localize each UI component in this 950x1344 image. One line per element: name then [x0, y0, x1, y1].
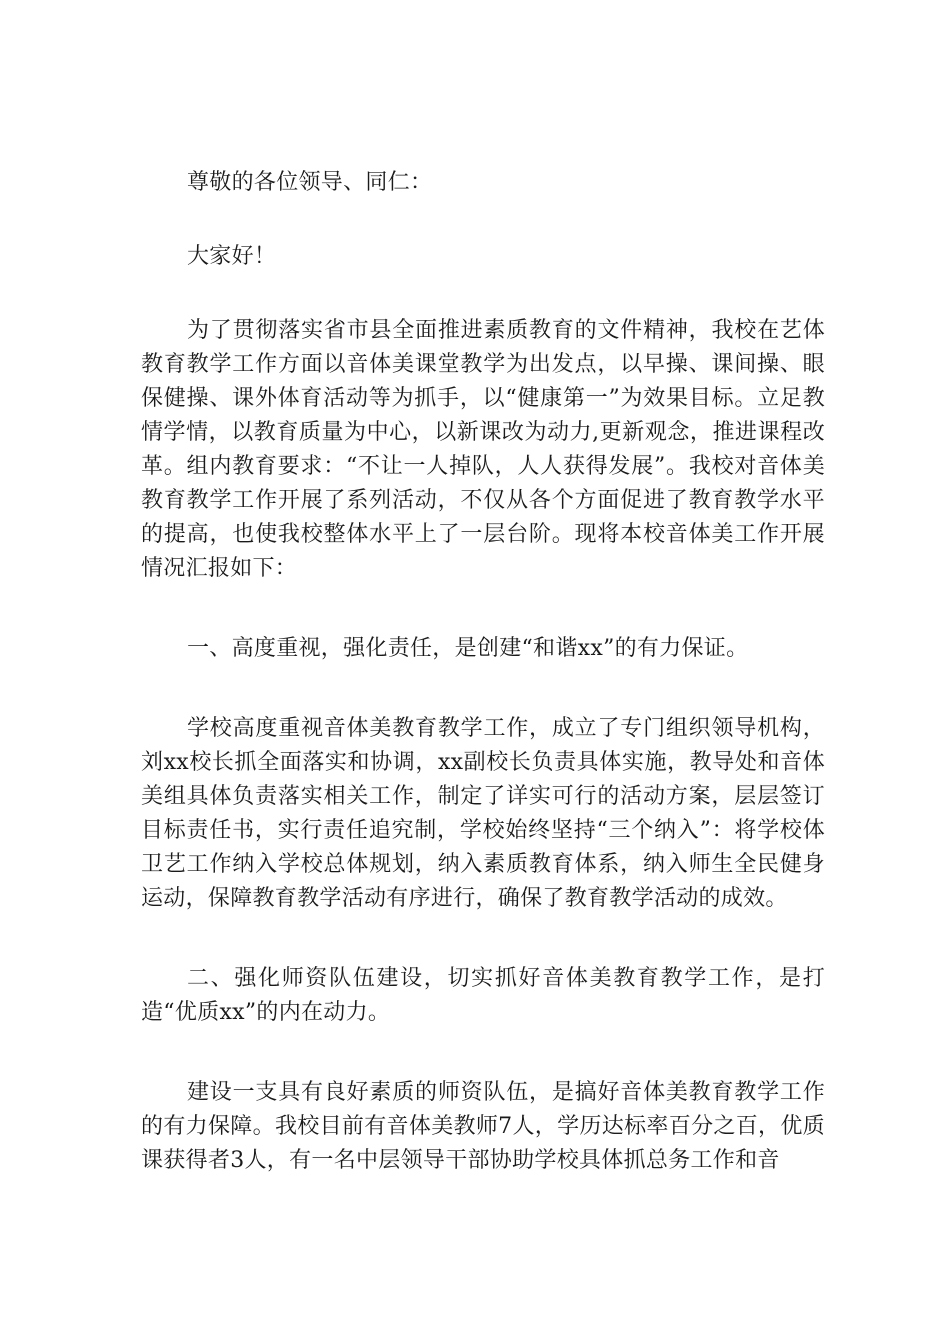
section-heading-1: 一、高度重视，强化责任，是创建“和谐xx”的有力保证。 — [187, 636, 749, 661]
section-heading-2: 二、强化师资队伍建设，切实抓好音体美教育教学工作，是打造“优质xx”的内在动力。 — [141, 966, 825, 1025]
section-2-paragraph: 建设一支具有良好素质的师资队伍，是搞好音体美教育教学工作的有力保障。我校目前有音体美教师7人，学历达标率百分之百，优质课获得者3人，有一名中层领导干部协助学校具体抓总务工作和音 — [141, 1080, 825, 1173]
salutation: 尊敬的各位领导、同仁： — [187, 170, 433, 195]
greeting: 大家好！ — [187, 244, 277, 269]
section-1-paragraph: 学校高度重视音体美教育教学工作，成立了专门组织领导机构，刘xx校长抓全面落实和协调，xx副校长负责具体实施，教导处和音体美组具体负责落实相关工作，制定了详实可行的活动方案，层层签订目标责任书，实行责任追究制，学校始终坚持“三个纳入”：将学校体卫艺工作纳入学校总体规划，纳入素质教育体系，纳入师生全民健身运动，保障教育教学活动有序进行，确保了教育教学活动的成效。 — [141, 716, 825, 911]
document-body — [141, 166, 825, 1178]
intro-paragraph: 为了贯彻落实省市县全面推进素质教育的文件精神，我校在艺体教育教学工作方面以音体美课堂教学为出发点，以早操、课间操、眼保健操、课外体育活动等为抓手，以“健康第一”为效果目标。立足教情学情，以教育质量为中心，以新课改为动力,更新观念，推进课程改革。组内教育要求：“不让一人掉队，人人获得发展”。我校对音体美教育教学工作开展了系列活动，不仅从各个方面促进了教育教学水平的提高，也使我校整体水平上了一层台阶。现将本校音体美工作开展情况汇报如下： — [141, 318, 825, 581]
